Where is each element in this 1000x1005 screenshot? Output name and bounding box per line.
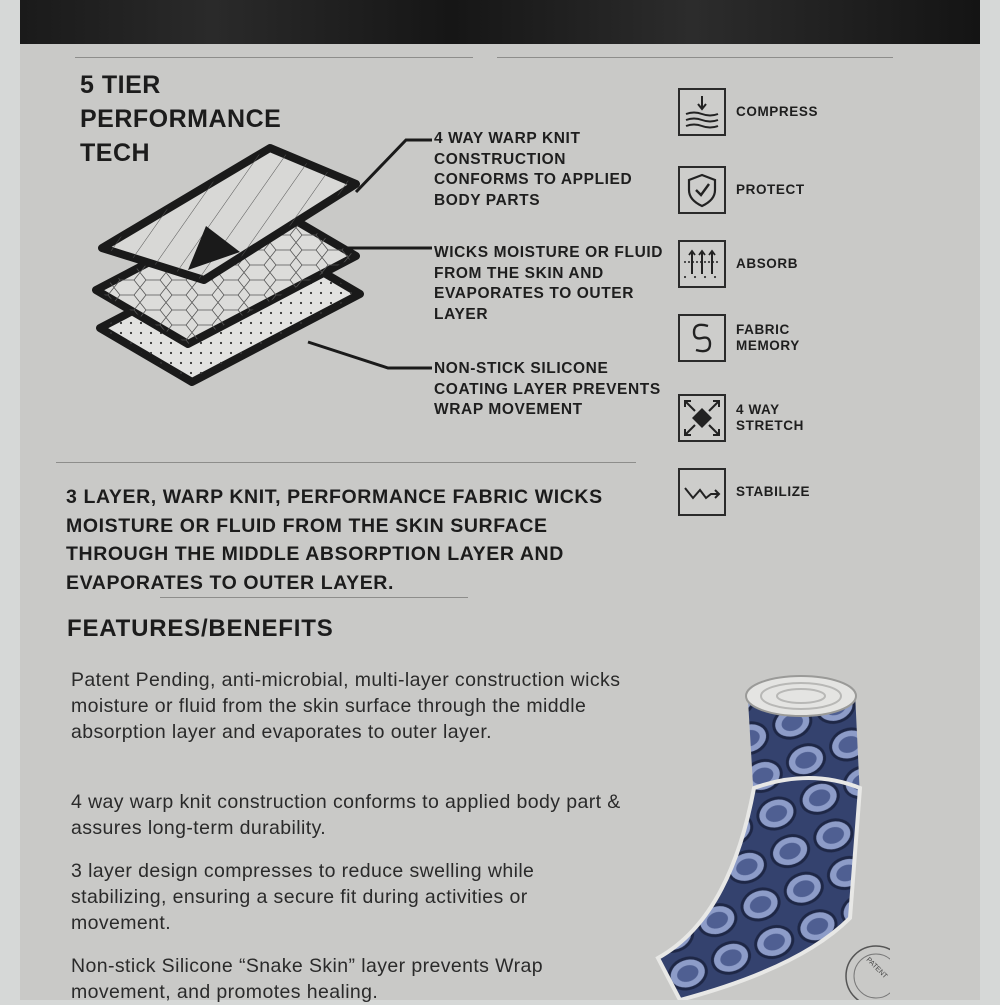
tier-title-line: 5 TIER — [80, 71, 161, 99]
icon-label: 4 WAY STRETCH — [736, 402, 804, 433]
icon-label: PROTECT — [736, 182, 805, 197]
callout-silicone: NON-STICK SILICONE COATING LAYER PREVENTS WRAP MOVEMENT — [434, 360, 661, 418]
absorb-icon — [678, 240, 726, 288]
icon-label: COMPRESS — [736, 104, 819, 119]
stabilize-icon — [678, 468, 726, 516]
icon-label: STABILIZE — [736, 484, 811, 499]
summary-text: 3 LAYER, WARP KNIT, PERFORMANCE FABRIC WICKS MOISTURE OR FLUID FROM THE SKIN SURFACE THROUGH THE MIDDLE ABSORPTION LAYER AND EVAPORATES TO OUTER LAYER. — [66, 486, 603, 594]
callout-warp-knit: 4 WAY WARP KNIT CONSTRUCTION CONFORMS TO APPLIED BODY PARTS — [434, 130, 633, 209]
icon-label: FABRIC MEMORY — [736, 322, 800, 353]
tier-title-line: PERFORMANCE — [80, 105, 282, 133]
feature-4-way-stretch — [678, 394, 846, 442]
feature-stabilize — [678, 468, 846, 516]
product-wrap-image — [650, 668, 890, 1000]
feature-fabric-memory — [678, 314, 846, 362]
feature-paragraph: 3 layer design compresses to reduce swelling while stabilizing, ensuring a secure fit during activities or movement. — [71, 860, 535, 934]
shield-icon — [678, 166, 726, 214]
features-heading: FEATURES/BENEFITS — [67, 615, 334, 642]
icon-label: ABSORB — [736, 256, 799, 271]
feature-absorb — [678, 240, 846, 288]
patent-badge-text: PATENT — [864, 956, 889, 981]
callout-wicks: WICKS MOISTURE OR FLUID FROM THE SKIN AND EVAPORATES TO OUTER LAYER — [434, 244, 664, 323]
divider — [497, 57, 893, 58]
top-banner — [20, 0, 980, 44]
feature-paragraph: Non-stick Silicone “Snake Skin” layer prevents Wrap movement, and promotes healing. — [71, 955, 543, 1003]
feature-paragraph: 4 way warp knit construction conforms to applied body part & assures long-term durability. — [71, 791, 621, 839]
stretch-icon — [678, 394, 726, 442]
feature-compress — [678, 88, 846, 136]
tier-title-line: TECH — [80, 139, 151, 167]
feature-protect — [678, 166, 846, 214]
divider — [160, 597, 468, 598]
fabric-memory-icon — [678, 314, 726, 362]
divider — [75, 57, 473, 58]
feature-paragraph: Patent Pending, anti-microbial, multi-layer construction wicks moisture or fluid from the skin surface through the middle absorption layer and evaporates to outer layer. — [71, 669, 621, 743]
layer-diagram — [88, 130, 438, 410]
compress-icon — [678, 88, 726, 136]
divider — [56, 462, 636, 463]
